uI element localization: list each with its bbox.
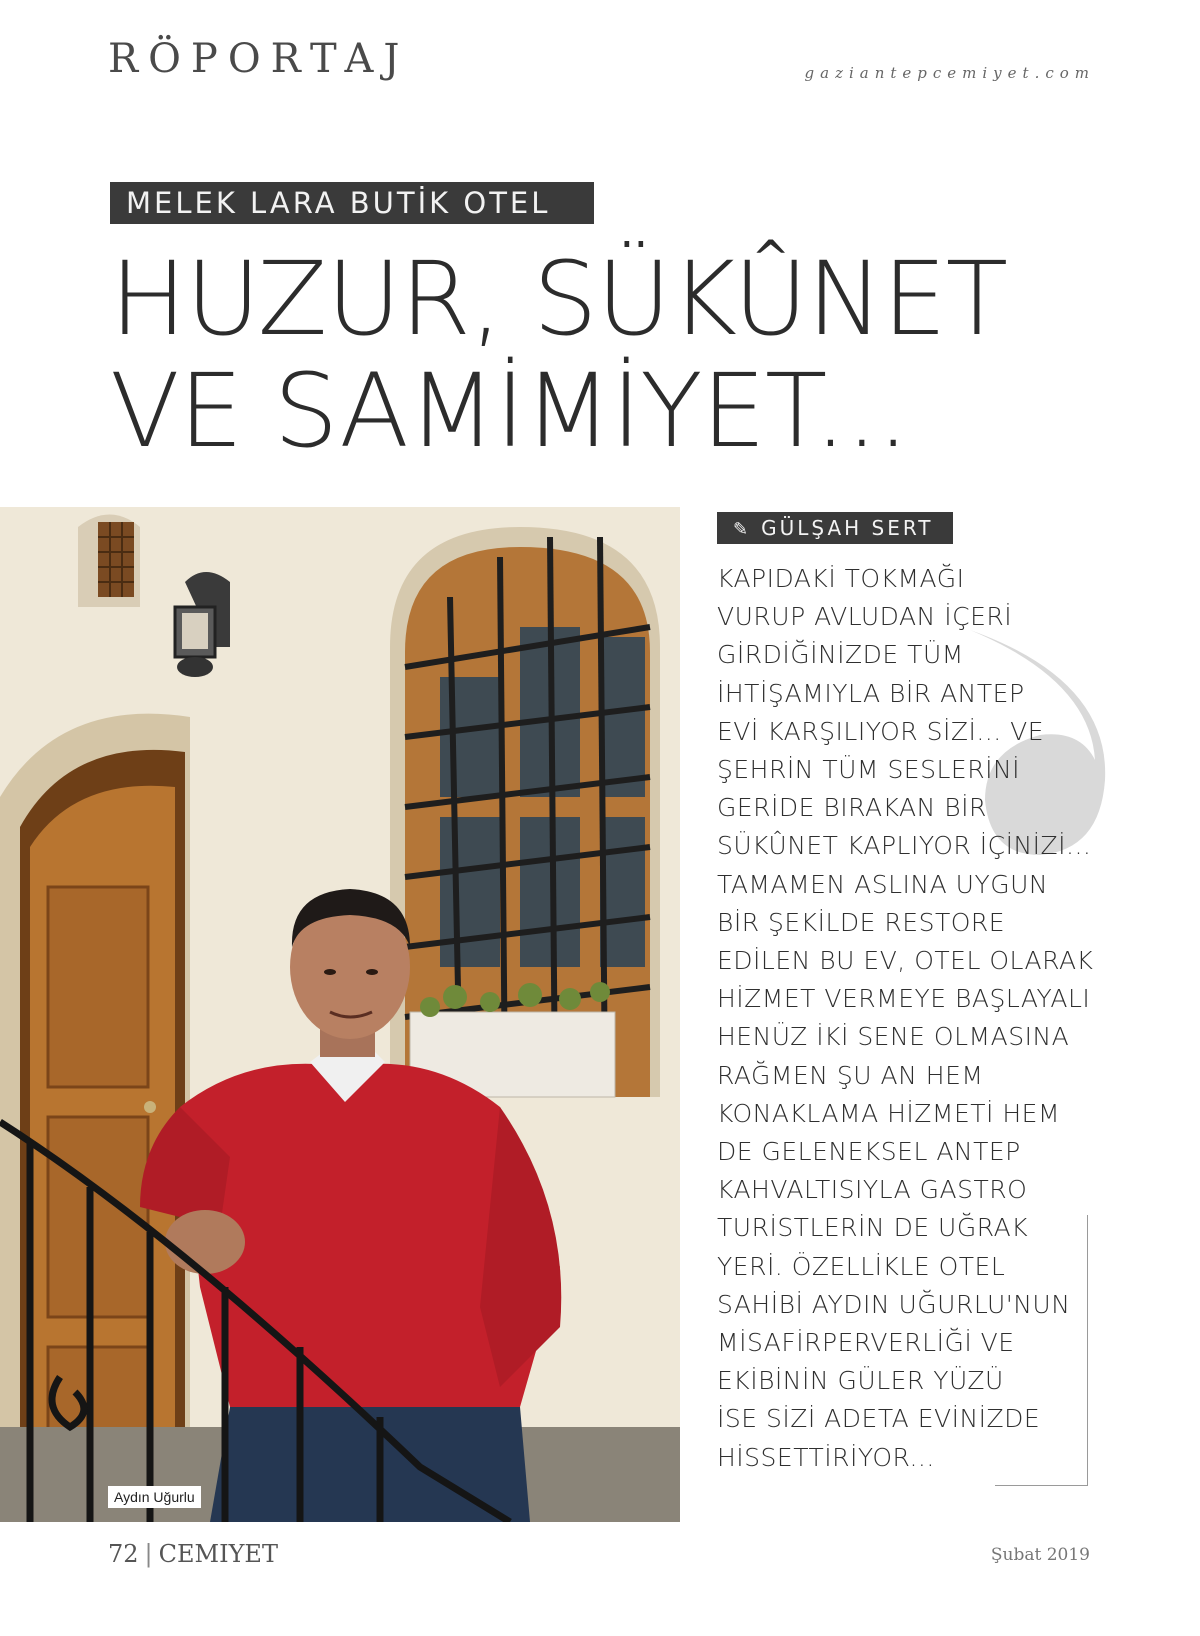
- author-name: GÜLŞAH SERT: [761, 516, 934, 540]
- intro-line: ŞEHRİN TÜM SESLERİNİ: [717, 755, 1021, 785]
- intro-line: YERİ. ÖZELLİKLE OTEL: [717, 1251, 1006, 1281]
- intro-line: TURİSTLERİN DE UĞRAK: [717, 1213, 1029, 1243]
- author-badge: [717, 512, 953, 544]
- intro-line: GERİDE BIRAKAN BİR: [717, 793, 987, 823]
- portrait-photo: [0, 507, 680, 1522]
- photo-caption: Aydın Uğurlu: [108, 1486, 201, 1508]
- intro-line: DE GELENEKSEL ANTEP: [717, 1137, 1021, 1167]
- frame-line-horizontal: [995, 1485, 1088, 1486]
- issue-date: Şubat 2019: [990, 1545, 1090, 1565]
- intro-line: EVİ KARŞILIYOR SİZİ... VE: [717, 716, 1045, 746]
- intro-line: RAĞMEN ŞU AN HEM: [717, 1060, 984, 1090]
- section-label: RÖPORTAJ: [108, 36, 410, 82]
- intro-line: TAMAMEN ASLINA UYGUN: [717, 869, 1049, 899]
- intro-line: HİZMET VERMEYE BAŞLAYALI: [717, 984, 1091, 1014]
- frame-line-vertical: [1087, 1215, 1088, 1485]
- intro-line: MİSAFİRPERVERLİĞİ VE: [717, 1328, 1015, 1358]
- intro-line: KAPIDAKİ TOKMAĞI: [717, 564, 965, 593]
- magazine-name: CEMIYET: [158, 1540, 278, 1568]
- intro-line: EKİBİNİN GÜLER YÜZÜ: [717, 1366, 1004, 1396]
- headline-line-2: VE SAMİMİYET...: [110, 352, 909, 471]
- pen-icon: ✎: [733, 519, 752, 540]
- intro-line: HENÜZ İKİ SENE OLMASINA: [717, 1022, 1070, 1052]
- site-url[interactable]: gaziantepcemiyet.com: [804, 64, 1095, 82]
- headline-line-1: HUZUR, SÜKÛNET: [110, 240, 1008, 359]
- folio-separator: |: [144, 1540, 153, 1568]
- intro-line: İSE SİZİ ADETA EVİNİZDE: [717, 1404, 1041, 1434]
- intro-line: KAHVALTISIYLA GASTRO: [717, 1175, 1028, 1205]
- article-intro: [717, 560, 1094, 1477]
- intro-line: BİR ŞEKİLDE RESTORE: [717, 907, 1006, 937]
- article-kicker: MELEK LARA BUTİK OTEL: [110, 182, 594, 224]
- page-number: 72: [108, 1540, 139, 1568]
- intro-line: HİSSETTİRİYOR...: [717, 1442, 935, 1472]
- intro-line: KONAKLAMA HİZMETİ HEM: [717, 1098, 1061, 1128]
- article-headline: [110, 240, 1070, 471]
- portrait-illustration: [0, 507, 680, 1522]
- footer-folio: [108, 1540, 278, 1568]
- intro-line: EDİLEN BU EV, OTEL OLARAK: [717, 946, 1094, 976]
- intro-line: GİRDİĞİNİZDE TÜM: [717, 640, 964, 670]
- intro-line: VURUP AVLUDAN İÇERİ: [717, 602, 1013, 632]
- intro-line: İHTİŞAMIYLA BİR ANTEP: [717, 678, 1025, 708]
- intro-line: SAHİBİ AYDIN UĞURLU'NUN: [717, 1289, 1071, 1319]
- intro-line: SÜKÛNET KAPLIYOR İÇİNİZİ...: [717, 831, 1092, 861]
